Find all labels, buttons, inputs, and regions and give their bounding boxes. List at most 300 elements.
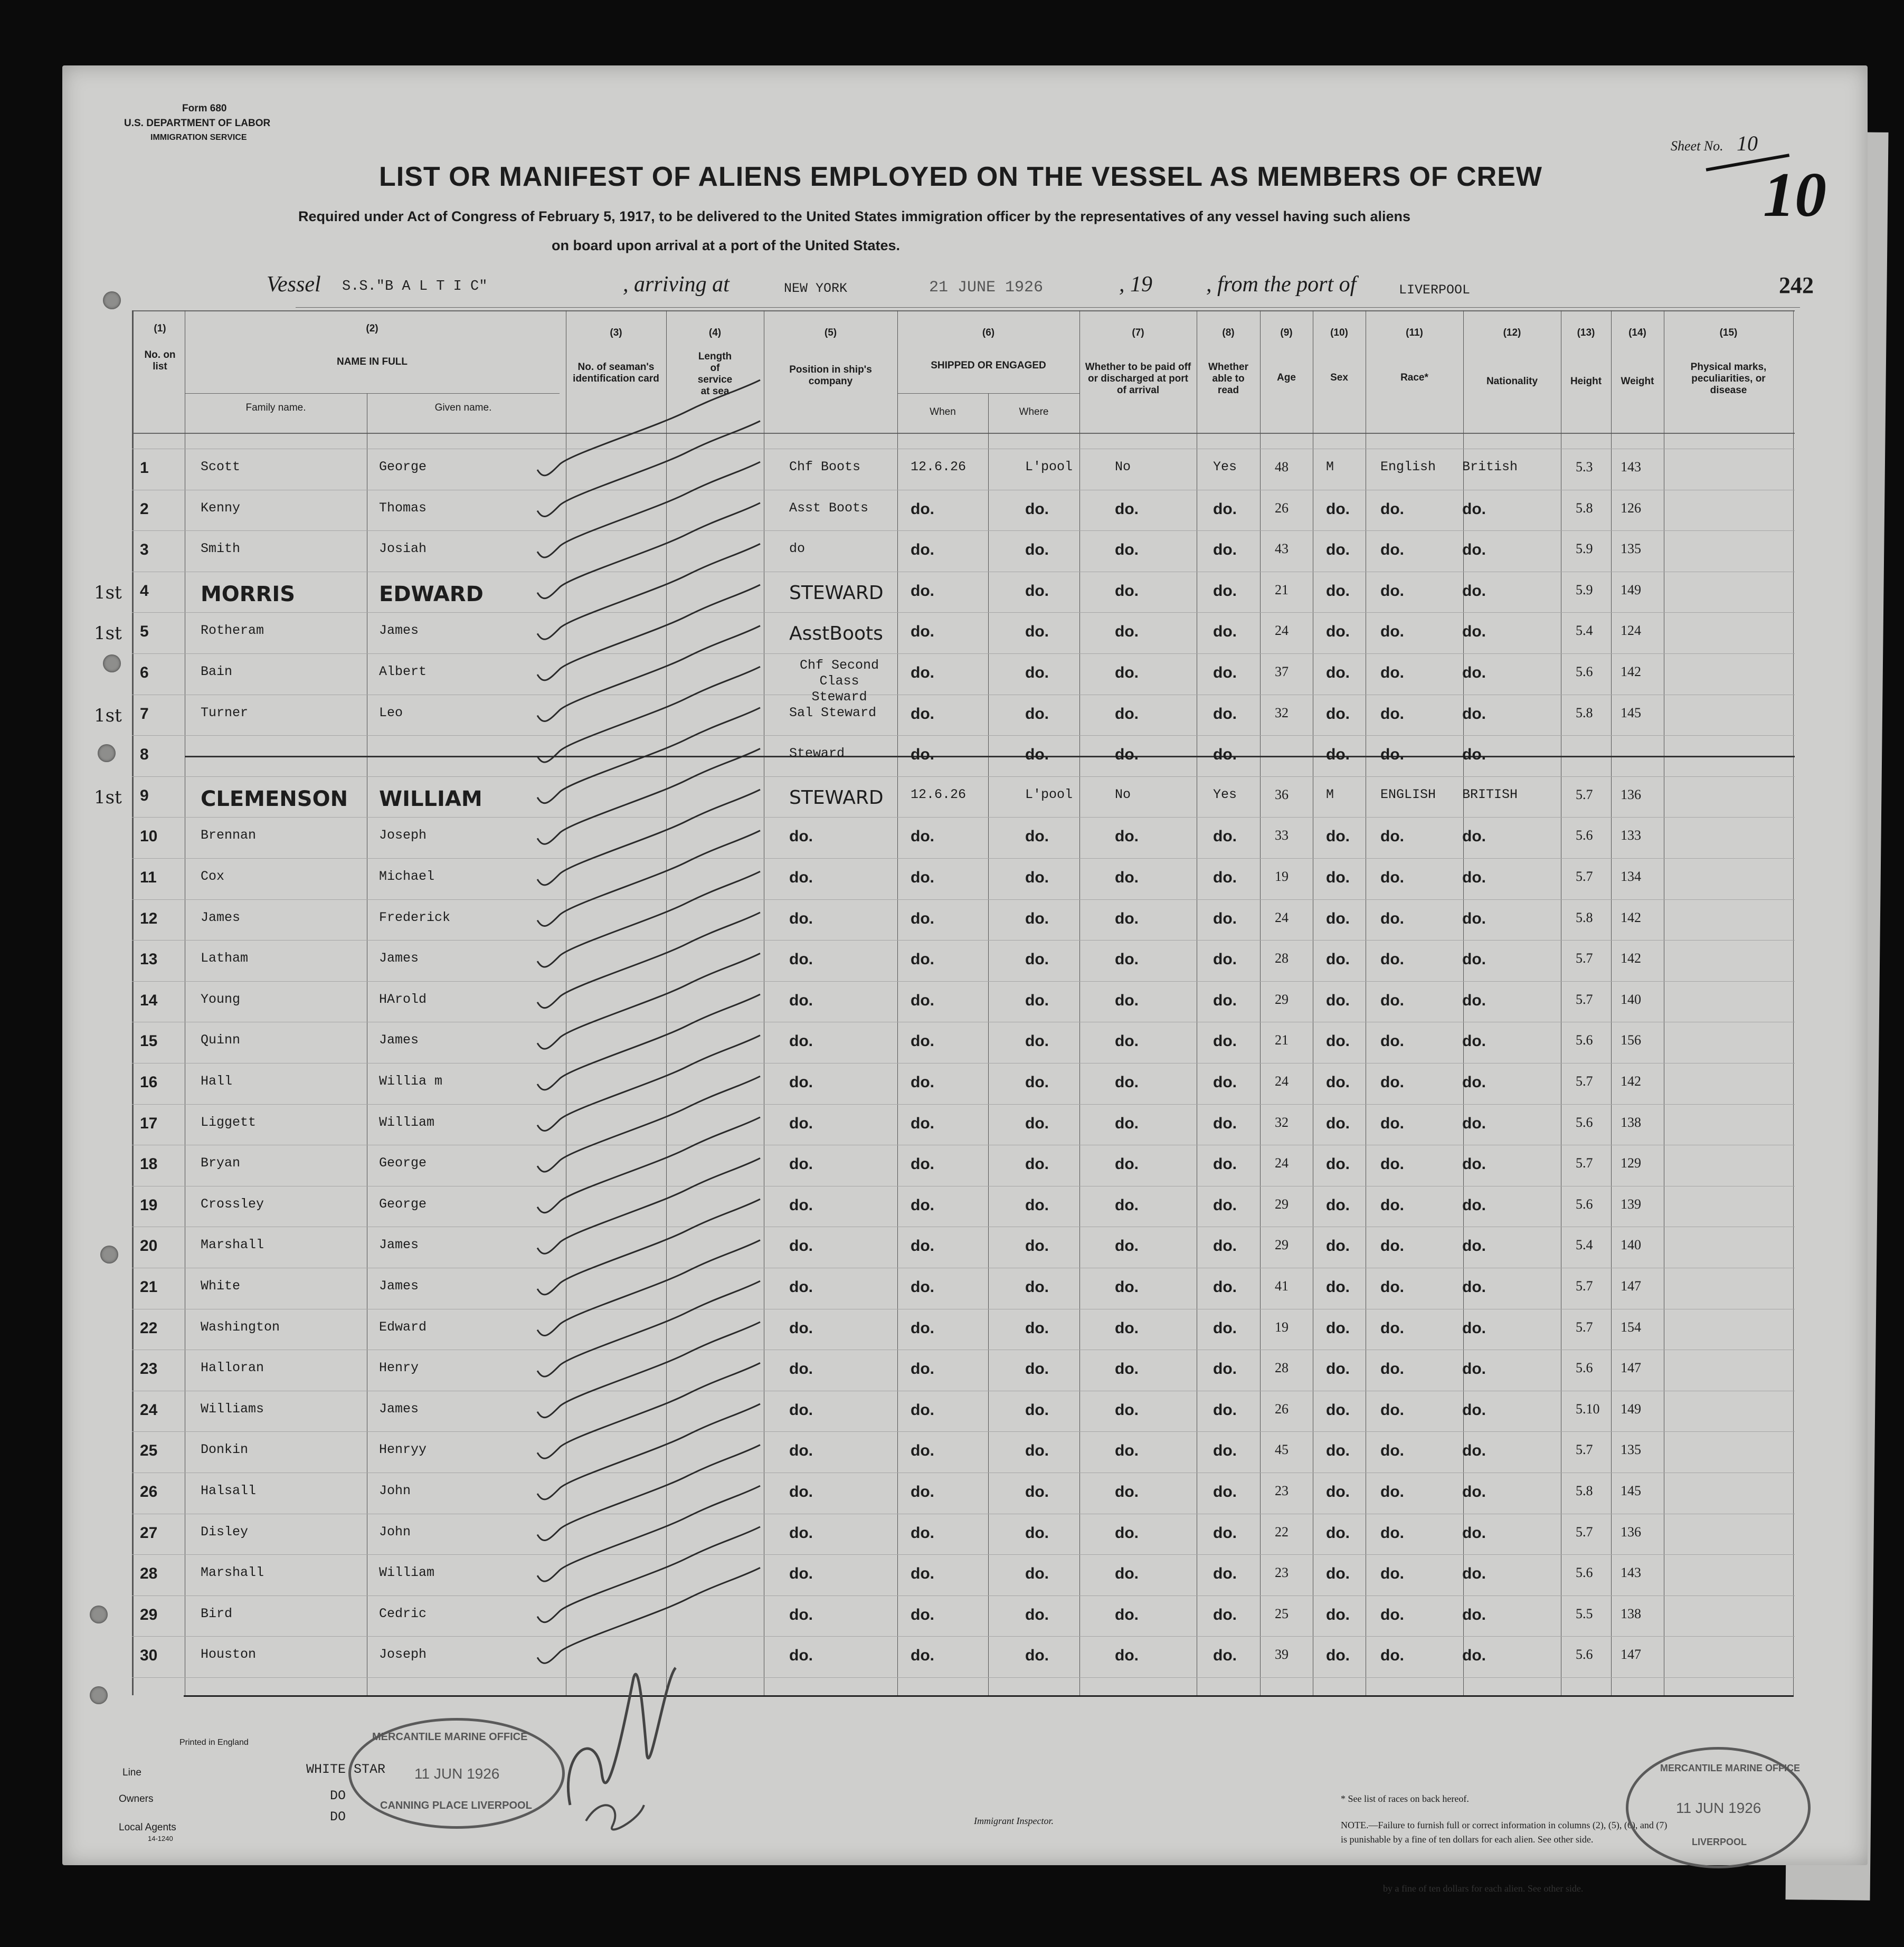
able-to-read-cell: do. [1213,746,1237,764]
row-number: 7 [140,705,149,723]
mercantile-marine-stamp-left [348,1718,565,1829]
family-name-cell: Houston [201,1647,257,1663]
race-cell: do. [1380,541,1404,559]
pencil-check-mark [537,1158,760,1253]
weight-cell: 135 [1621,541,1641,557]
col-physical-marks: Physical marks, peculiarities, or disease [1690,362,1767,396]
shipped-when-cell: do. [911,828,934,846]
age-cell: 36 [1275,786,1289,802]
able-to-read-cell: do. [1213,951,1237,968]
able-to-read-cell: do. [1213,1606,1237,1623]
family-name-cell: James [201,909,241,925]
height-cell: 5.6 [1576,828,1593,843]
pencil-check-mark [537,585,760,680]
weight-cell: 135 [1621,1442,1641,1458]
pencil-check-mark [537,953,760,1049]
nationality-cell: do. [1462,1524,1486,1542]
pencil-check-mark [537,462,760,557]
paid-off-cell: do. [1115,1074,1139,1091]
row-number: 4 [140,582,149,600]
race-cell: do. [1380,664,1404,681]
col13-number: (13) [1577,327,1595,338]
shipped-when-cell: do. [911,1606,934,1623]
form-number: Form 680 [182,103,227,114]
able-to-read-cell: Yes [1213,459,1237,474]
mercantile-marine-stamp-right [1626,1747,1811,1868]
age-cell: 19 [1275,869,1289,884]
paid-off-cell: No [1115,459,1131,474]
shipped-when-cell: do. [911,1319,934,1337]
sex-cell: do. [1326,1155,1350,1173]
nationality-cell: do. [1462,909,1486,927]
age-cell: 45 [1275,1442,1289,1458]
shipped-when-cell: do. [911,1278,934,1296]
height-cell: 5.10 [1576,1401,1600,1417]
sex-cell: do. [1326,1647,1350,1665]
sex-cell: do. [1326,541,1350,559]
shipped-when-cell: do. [911,1647,934,1665]
nationality-cell: BRITISH [1462,786,1518,802]
family-name-cell: Halsall [201,1483,257,1498]
shipped-when-cell: do. [911,746,934,764]
position-cell: STEWARD [789,582,884,604]
pencil-check-mark [537,1036,760,1131]
shipped-where-cell: do. [1025,869,1049,886]
nationality-cell: do. [1462,582,1486,600]
height-cell: 5.7 [1576,786,1593,802]
nationality-cell: do. [1462,1074,1486,1091]
sex-cell: do. [1326,705,1350,723]
shipped-when-cell: do. [911,1565,934,1583]
able-to-read-cell: do. [1213,909,1237,927]
printed-in-england: Printed in England [179,1738,249,1747]
shipped-when-cell: do. [911,1155,934,1173]
row-number: 22 [140,1319,158,1337]
height-cell: 5.9 [1576,582,1593,597]
weight-cell: 129 [1621,1155,1641,1171]
year-label: , 19 [1119,272,1152,297]
large-sheet-number: 10 [1763,159,1826,230]
col-where: Where [1019,406,1049,417]
agents-label: Local Agents [119,1822,176,1833]
shipped-where-cell: do. [1025,500,1049,518]
height-cell: 5.7 [1576,991,1593,1007]
family-name-cell: Bain [201,664,233,679]
given-name-cell: John [379,1483,411,1498]
age-cell: 21 [1275,582,1289,597]
shipped-when-cell: 12.6.26 [911,786,967,802]
height-cell: 5.7 [1576,1278,1593,1294]
row-class-mark: 1st [94,786,122,808]
family-name-cell: Cox [201,869,225,884]
shipped-where-cell: do. [1025,909,1049,927]
pencil-check-mark [537,1527,760,1622]
paid-off-cell: do. [1115,828,1139,846]
inspector-signature [554,1647,691,1837]
race-cell: do. [1380,1114,1404,1132]
row-number: 1 [140,459,149,477]
given-name-cell: EDWARD [379,582,484,606]
given-name-cell: Henryy [379,1442,427,1458]
nationality-cell: do. [1462,1319,1486,1337]
shipped-when-cell: do. [911,582,934,600]
row-number: 19 [140,1196,158,1214]
given-name-cell: Henry [379,1360,419,1376]
age-cell: 37 [1275,664,1289,679]
service-label: IMMIGRATION SERVICE [150,133,247,142]
position-cell: do. [789,1606,813,1623]
page-number: 242 [1779,272,1814,298]
sex-cell: do. [1326,746,1350,764]
nationality-cell: do. [1462,991,1486,1009]
shipped-where-cell: do. [1025,1442,1049,1460]
stamp-left-date: 11 JUN 1926 [414,1765,500,1782]
race-cell: do. [1380,869,1404,886]
row-number: 12 [140,909,158,927]
shipped-where-cell: do. [1025,1565,1049,1583]
sex-cell: do. [1326,828,1350,846]
paid-off-cell: do. [1115,1114,1139,1132]
position-cell: do. [789,1319,813,1337]
row-class-mark: 1st [94,623,122,644]
position-cell: Steward [789,746,845,762]
paid-off-cell: do. [1115,951,1139,968]
height-cell: 5.6 [1576,1032,1593,1048]
col-when: When [930,406,956,417]
line-label: Line [122,1767,141,1778]
shipped-where-cell: do. [1025,705,1049,723]
shipped-when-cell: do. [911,951,934,968]
race-cell: do. [1380,1483,1404,1500]
able-to-read-cell: do. [1213,869,1237,886]
position-cell: do. [789,1483,813,1500]
pencil-check-mark [537,1281,760,1376]
able-to-read-cell: do. [1213,1155,1237,1173]
pencil-check-mark [537,1404,760,1499]
able-to-read-cell: do. [1213,1524,1237,1542]
family-name-cell: Marshall [201,1565,264,1581]
paid-off-cell: do. [1115,1524,1139,1542]
given-name-cell: James [379,1278,419,1294]
family-name-cell: Smith [201,541,241,557]
nationality-cell: do. [1462,746,1486,764]
age-cell: 21 [1275,1032,1289,1048]
sex-cell: do. [1326,1196,1350,1214]
row-number: 5 [140,623,149,641]
family-name-cell: White [201,1278,241,1294]
col3-number: (3) [610,327,622,338]
from-port: LIVERPOOL [1399,282,1471,298]
able-to-read-cell: do. [1213,705,1237,723]
sex-cell: do. [1326,1114,1350,1132]
able-to-read-cell: do. [1213,1442,1237,1460]
race-cell: do. [1380,705,1404,723]
row-number: 23 [140,1360,158,1378]
age-cell: 43 [1275,541,1289,557]
shipped-when-cell: do. [911,500,934,518]
nationality-cell: do. [1462,1237,1486,1255]
able-to-read-cell: do. [1213,582,1237,600]
nationality-cell: do. [1462,664,1486,681]
paid-off-cell: do. [1115,541,1139,559]
age-cell: 24 [1275,1155,1289,1171]
sex-cell: do. [1326,951,1350,968]
height-cell: 5.3 [1576,459,1593,474]
position-cell: Asst Boots [789,500,869,516]
family-name-cell: Bird [201,1606,233,1621]
given-name-cell: William [379,1565,435,1581]
note-line-3: by a fine of ten dollars for each alien. See other side. [1383,1883,1584,1894]
height-cell: 5.7 [1576,1442,1593,1458]
family-name-cell: Young [201,991,241,1007]
age-cell: 22 [1275,1524,1289,1540]
col-shipped-engaged: SHIPPED OR ENGAGED [931,360,1046,371]
stamp-right-top: MERCANTILE MARINE OFFICE [1660,1763,1800,1773]
arriving-label: , arriving at [623,272,730,297]
shipped-where-cell: do. [1025,623,1049,641]
family-name-cell: MORRIS [201,582,296,606]
sheet-label: Sheet No. [1671,138,1723,154]
given-name-cell: Thomas [379,500,427,516]
position-cell: do. [789,828,813,846]
nationality-cell: do. [1462,828,1486,846]
height-cell: 5.4 [1576,1237,1593,1253]
given-name-cell: Michael [379,869,435,884]
position-cell: do. [789,1114,813,1132]
pencil-check-mark [537,544,760,639]
height-cell: 5.7 [1576,1319,1593,1335]
weight-cell: 154 [1621,1319,1641,1335]
stamp-left-top: MERCANTILE MARINE OFFICE [372,1731,528,1743]
sex-cell: do. [1326,1606,1350,1623]
col-sex: Sex [1330,372,1348,383]
sex-cell: do. [1326,1565,1350,1583]
row-number: 17 [140,1114,158,1132]
shipped-when-cell: do. [911,869,934,886]
col-weight: Weight [1621,376,1654,387]
weight-cell: 143 [1621,1565,1641,1581]
nationality-cell: do. [1462,1032,1486,1050]
pencil-check-mark [537,1486,760,1581]
shipped-where-cell: L'pool [1025,786,1073,802]
row-number: 15 [140,1032,158,1050]
owners-value: DO [330,1788,346,1803]
weight-cell: 149 [1621,1401,1641,1417]
paid-off-cell: do. [1115,1360,1139,1378]
col2-number: (2) [366,323,378,334]
position-cell: do. [789,869,813,886]
shipped-when-cell: do. [911,623,934,641]
given-name-cell: Albert [379,664,427,679]
sex-cell: do. [1326,1483,1350,1500]
given-name-cell: James [379,951,419,966]
shipped-where-cell: do. [1025,664,1049,681]
able-to-read-cell: Yes [1213,786,1237,802]
position-cell: AsstBoots [789,623,883,645]
sex-cell: do. [1326,1278,1350,1296]
sex-cell: do. [1326,909,1350,927]
paid-off-cell: do. [1115,1483,1139,1500]
race-cell: do. [1380,1074,1404,1091]
pencil-check-mark [537,1445,760,1541]
col-given-name: Given name. [434,402,492,413]
row-number: 27 [140,1524,158,1542]
shipped-when-cell: do. [911,991,934,1009]
family-name-cell: Turner [201,705,249,720]
able-to-read-cell: do. [1213,1114,1237,1132]
owners-label: Owners [119,1793,154,1804]
paid-off-cell: do. [1115,1196,1139,1214]
shipped-where-cell: do. [1025,746,1049,764]
sex-cell: M [1326,459,1334,474]
position-cell: do. [789,909,813,927]
shipped-where-cell: do. [1025,541,1049,559]
weight-cell: 149 [1621,582,1641,597]
paid-off-cell: do. [1115,1319,1139,1337]
age-cell: 24 [1275,909,1289,925]
shipped-where-cell: do. [1025,1032,1049,1050]
age-cell: 39 [1275,1647,1289,1663]
weight-cell: 147 [1621,1360,1641,1376]
row-number: 28 [140,1565,158,1583]
race-cell: do. [1380,909,1404,927]
shipped-when-cell: do. [911,1196,934,1214]
shipped-when-cell: do. [911,1360,934,1378]
col-age: Age [1277,372,1296,383]
shipped-where-cell: L'pool [1025,459,1073,474]
sex-cell: do. [1326,582,1350,600]
height-cell: 5.6 [1576,1647,1593,1663]
col5-number: (5) [824,327,837,338]
row-number: 24 [140,1401,158,1419]
nationality-cell: do. [1462,1155,1486,1173]
nationality-cell: do. [1462,1442,1486,1460]
position-cell: do. [789,1237,813,1255]
sex-cell: do. [1326,664,1350,681]
height-cell: 5.8 [1576,705,1593,720]
note-line-1: NOTE.—Failure to furnish full or correct information in columns (2), (5), (6), and (7) [1341,1820,1668,1830]
shipped-when-cell: do. [911,1114,934,1132]
family-name-cell: Bryan [201,1155,241,1171]
race-cell: do. [1380,1237,1404,1255]
nationality-cell: do. [1462,1647,1486,1665]
shipped-where-cell: do. [1025,991,1049,1009]
race-cell: do. [1380,1196,1404,1214]
sex-cell: do. [1326,500,1350,518]
height-cell: 5.8 [1576,1483,1593,1498]
sex-cell: M [1326,786,1334,802]
col-no-on-list: No. on list [144,349,176,372]
paid-off-cell: do. [1115,623,1139,641]
weight-cell: 142 [1621,951,1641,966]
row-number: 3 [140,541,149,559]
paid-off-cell: do. [1115,1278,1139,1296]
row-number: 10 [140,828,158,846]
weight-cell: 126 [1621,500,1641,516]
nationality-cell: do. [1462,1565,1486,1583]
nationality-cell: do. [1462,1606,1486,1623]
age-cell: 26 [1275,500,1289,516]
family-name-cell: Halloran [201,1360,264,1376]
sex-cell: do. [1326,1032,1350,1050]
age-cell: 28 [1275,1360,1289,1376]
height-cell: 5.7 [1576,1524,1593,1540]
manifest-subtitle-1: Required under Act of Congress of February 5, 1917, to be delivered to the United States immigration officer by the representatives of any vessel having such aliens [298,208,1411,224]
race-cell: do. [1380,1401,1404,1419]
nationality-cell: do. [1462,500,1486,518]
able-to-read-cell: do. [1213,1196,1237,1214]
line-value: WHITE STAR [306,1762,386,1777]
shipped-where-cell: do. [1025,1074,1049,1091]
height-cell: 5.7 [1576,1074,1593,1089]
family-name-cell: Crossley [201,1196,264,1212]
family-name-cell: Rotheram [201,623,264,639]
table-bottom-rule [184,1695,1794,1697]
col14-number: (14) [1628,327,1646,338]
shipped-where-cell: do. [1025,1278,1049,1296]
paid-off-cell: do. [1115,664,1139,681]
family-name-cell: Marshall [201,1237,264,1253]
given-name-cell: Edward [379,1319,427,1335]
race-cell: do. [1380,582,1404,600]
row-number: 14 [140,991,158,1009]
able-to-read-cell: do. [1213,1319,1237,1337]
height-cell: 5.6 [1576,664,1593,679]
pencil-check-mark [537,380,760,476]
age-cell: 25 [1275,1606,1289,1621]
age-cell: 32 [1275,705,1289,720]
shipped-where-cell: do. [1025,1483,1049,1500]
sex-cell: do. [1326,991,1350,1009]
weight-cell: 136 [1621,1524,1641,1540]
shipped-where-cell: do. [1025,828,1049,846]
sex-cell: do. [1326,1360,1350,1378]
shipped-where-cell: do. [1025,1237,1049,1255]
able-to-read-cell: do. [1213,1483,1237,1500]
age-cell: 23 [1275,1565,1289,1581]
position-cell: do. [789,1524,813,1542]
shipped-when-cell: do. [911,909,934,927]
nationality-cell: do. [1462,869,1486,886]
paid-off-cell: do. [1115,705,1139,723]
note-line-2: is punishable by a fine of ten dollars for each alien. See other side. [1341,1834,1594,1845]
age-cell: 29 [1275,991,1289,1007]
given-name-cell: George [379,459,427,474]
race-cell: do. [1380,1155,1404,1173]
weight-cell: 140 [1621,991,1641,1007]
arriving-port: NEW YORK [784,281,848,296]
family-name-cell: Brennan [201,828,257,843]
sex-cell: do. [1326,1237,1350,1255]
shipped-where-cell: do. [1025,582,1049,600]
col-family-name: Family name. [245,402,306,413]
given-name-cell: Joseph [379,828,427,843]
shipped-where-cell: do. [1025,1196,1049,1214]
race-cell: do. [1380,1647,1404,1665]
given-name-cell: George [379,1155,427,1171]
height-cell: 5.7 [1576,951,1593,966]
pencil-check-mark [537,1199,760,1295]
given-name-cell: John [379,1524,411,1540]
col-length-service: Length of service at sea [697,351,733,397]
shipped-when-cell: do. [911,1401,934,1419]
paid-off-cell: do. [1115,582,1139,600]
shipped-when-cell: do. [911,1032,934,1050]
paid-off-cell: do. [1115,1237,1139,1255]
position-cell: do. [789,1360,813,1378]
pencil-check-mark [537,667,760,762]
paid-off-cell: No [1115,786,1131,802]
